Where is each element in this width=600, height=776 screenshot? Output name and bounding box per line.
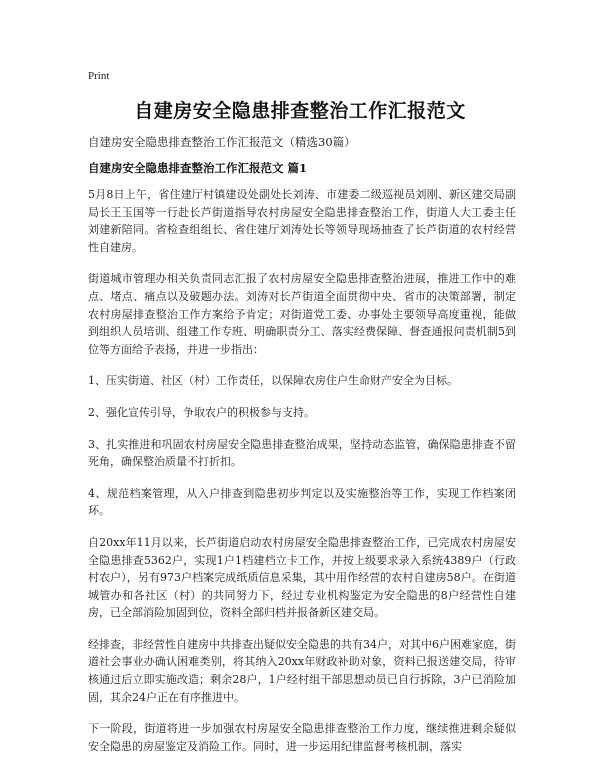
paragraph-point-1: 1、压实街道、社区（村）工作责任，以保障农房住户生命财产安全为目标。 bbox=[88, 374, 458, 388]
paragraph-next-stage: 下一阶段，街道将进一步加强农村房屋安全隐患排查整治工作力度，继续推进剩余疑似安全隐患的房屋鉴定及消险工作。同时，进一步运用纪律监督考核机制，落实 bbox=[88, 722, 516, 753]
paragraph-statistics: 自20xx年11月以来，长芦街道启动农村房屋安全隐患排查整治工作，已完成农村房屋安全隐患排查5362户，实现1户1档建档立卡工作，并按上级要求录入系统4389户（行政村农户），另有973户档案完成纸质信息采集，其中用作经营的农村自建房58户。在街道城管办和各社区（村）的共同努力下，经过专业机构鉴定为安全隐患的8户经营性自建房，已全部消险加固到位，资料全部归档并报备新区建交局。 bbox=[88, 535, 516, 620]
paragraph-point-3: 3、扎实推进和巩固农村房屋安全隐患排查整治成果，坚持动态监管，确保隐患排查不留死角，确保整治质量不打折扣。 bbox=[88, 437, 516, 469]
print-label: Print bbox=[88, 70, 110, 82]
page-title: 自建房安全隐患排查整治工作汇报范文 bbox=[134, 100, 466, 122]
paragraph-inspection-visit: 5月8日上午，省住建厅村镇建设处副处长刘涛、市建委二级巡视员刘刚、新区建交局副局长王玉国等一行赴长芦街道指导农村房屋安全隐患排查整治工作，街道人大工委主任刘建新陪同。省检查组组长、省住建厅刘涛处长等领导现场抽查了长芦街道的农村经营性自建房。 bbox=[88, 188, 516, 254]
document-subtitle: 自建房安全隐患排查整治工作汇报范文（精选30篇） bbox=[88, 135, 356, 149]
paragraph-point-2: 2、强化宣传引导，争取农户的积极参与支持。 bbox=[88, 405, 315, 419]
paragraph-findings: 经排查，非经营性自建房中共排查出疑似安全隐患的共有34户，对其中6户困难家庭，街道社会事业办确认困难类别，将其纳入20xx年财政补助对象，资料已报送建交局，待审核通过后立即实施改造；剩余28户，1户经村组干部思想动员已自行拆除，3户已消险加固，其余24户正在有序推进中。 bbox=[88, 637, 516, 704]
section-heading: 自建房安全隐患排查整治工作汇报范文 篇1 bbox=[88, 161, 308, 175]
document-body bbox=[88, 186, 516, 769]
paragraph-point-4: 4、规范档案管理，从入户排查到隐患初步判定以及实施整治等工作，实现工作档案闭环。 bbox=[88, 486, 516, 518]
paragraph-progress-report: 街道城市管理办相关负责同志汇报了农村房屋安全隐患排查整治进展，推进工作中的难点、堵点、痛点以及破题办法。刘涛对长芦街道全面贯彻中央、省市的决策部署，制定农村房屋排查整治工作方案给予肯定；对街道党工委、办事处主要领导高度重视，能做到组织人员培训、组建工作专班、明确职责分工、落实经费保障、督查通报问责机制5到位等方面给予表扬，并进一步指出： bbox=[88, 272, 516, 356]
